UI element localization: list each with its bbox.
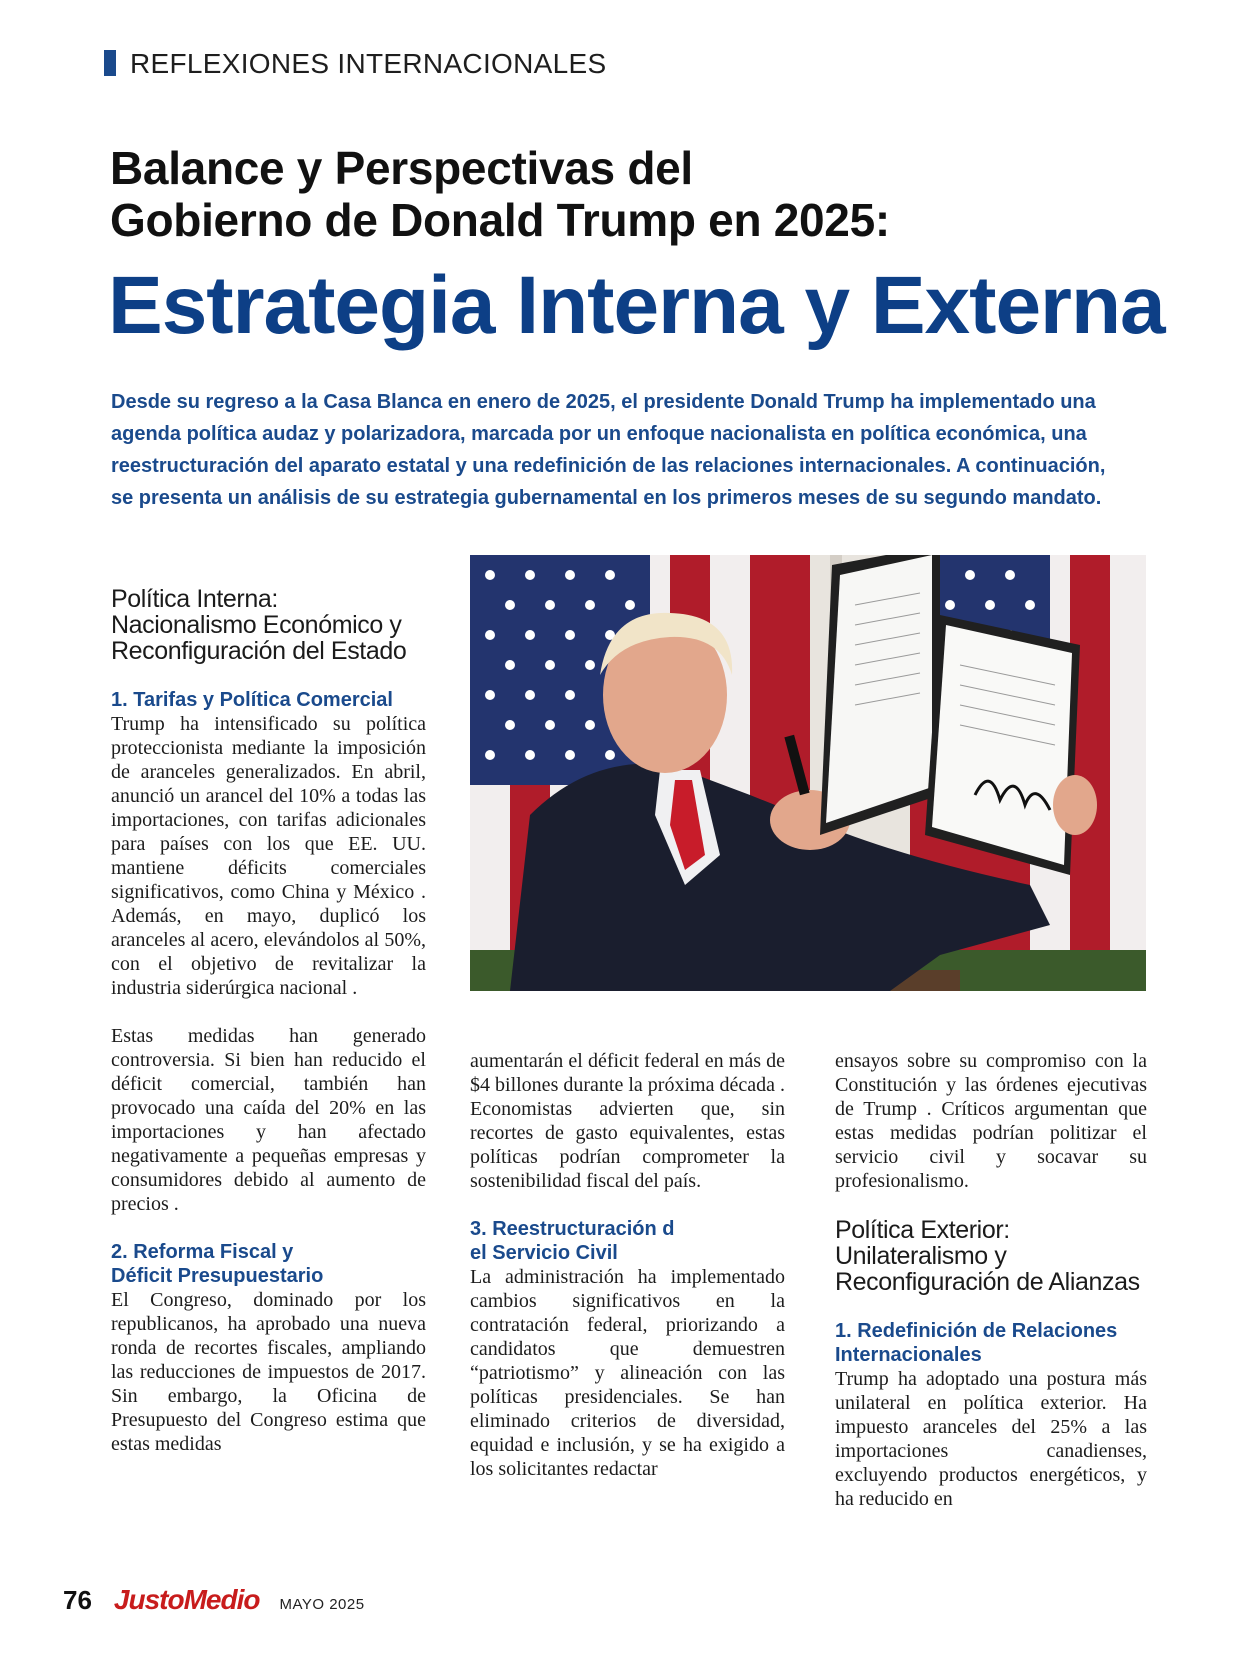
heading-line: Reconfiguración del Estado: [111, 637, 407, 665]
column-2: [470, 1049, 785, 1481]
subheading-fiscal-reform: [111, 1240, 426, 1288]
section-marker: [104, 50, 116, 76]
column-1: [111, 586, 426, 1456]
paragraph: Estas medidas han generado controversia. Si bien han reducido el déficit comercial, también han provocado una caída del 20% en las importaciones y han afectado negativamente a pequeñas empresas y consumidores debido al aumento de precios .: [111, 1025, 426, 1215]
title-line-1: Balance y Perspectivas del: [110, 142, 693, 194]
paragraph: El Congreso, dominado por los republicanos, ha aprobado una nueva ronda de recortes fiscales, ampliando las reducciones de impuestos de 2017. Sin embargo, la Oficina de Presupuesto del Congreso estima que estas medidas: [111, 1289, 426, 1455]
heading-line: Unilateralismo y: [835, 1242, 1007, 1270]
paragraph: Trump ha intensificado su política proteccionista mediante la imposición de aranceles generalizados. En abril, anunció un arancel del 10% a todas las importaciones, con tarifas adicionales para países con los que EE. UU. mantiene déficits comerciales significativos, como China y México . Además, en mayo, duplicó los aranceles al acero, elevándolos al 50%, con el objetivo de revitalizar la industria siderúrgica nacional .: [111, 713, 426, 999]
subheading-international-relations: [835, 1319, 1147, 1367]
heading-line: Política Exterior:: [835, 1216, 1010, 1244]
internal-policy-heading: [111, 586, 426, 664]
subheading-line: 3. Reestructuración d: [470, 1218, 675, 1240]
magazine-logo: JustoMedio: [113, 1584, 260, 1615]
subheading-line: Déficit Presupuestario: [111, 1265, 324, 1287]
page-footer: [63, 1584, 365, 1624]
paragraph: La administración ha implementado cambios significativos en la contratación federal, priorizando a candidatos que demuestren “patriotismo” y alineación con las políticas presidenciales. Se han eliminado criterios de diversidad, equidad e inclusión, y se ha exigido a los solicitantes redactar: [470, 1266, 785, 1480]
issue-date: MAYO 2025: [279, 1596, 365, 1613]
subheading-line: el Servicio Civil: [470, 1242, 618, 1264]
subheading-line: 1. Redefinición de Relaciones: [835, 1320, 1118, 1342]
subheading-line: Internacionales: [835, 1344, 982, 1366]
subheading-line: 2. Reforma Fiscal y: [111, 1241, 294, 1263]
section-title: REFLEXIONES INTERNACIONALES: [130, 48, 607, 79]
paragraph: Trump ha adoptado una postura más unilateral en política exterior. Ha impuesto aranceles del 25% a las importaciones canadienses, excluyendo productos energéticos, y ha reducido en: [835, 1368, 1147, 1510]
article-photo: [470, 555, 1146, 991]
column-3: [835, 1049, 1147, 1511]
foreign-policy-heading: [835, 1217, 1147, 1295]
title-line-2: Gobierno de Donald Trump en 2025:: [110, 194, 890, 246]
article-headline: Estrategia Interna y Externa: [108, 260, 1165, 351]
lead-paragraph: Desde su regreso a la Casa Blanca en enero de 2025, el presidente Donald Trump ha implementado una agenda política audaz y polarizadora, marcada por un enfoque nacionalista en política económica, una reestructuración del aparato estatal y una redefinición de las relaciones internacionales. A continuación, se presenta un análisis de su estrategia gubernamental en los primeros meses de su segundo mandato.: [111, 391, 1106, 509]
heading-line: Política Interna:: [111, 585, 278, 613]
heading-line: Reconfiguración de Alianzas: [835, 1268, 1140, 1296]
article-title: [110, 142, 1110, 246]
heading-line: Nacionalismo Económico y: [111, 611, 402, 639]
page-number: 76: [63, 1585, 92, 1615]
subheading-tariffs: 1. Tarifas y Política Comercial: [111, 689, 393, 711]
subheading-civil-service: [470, 1217, 785, 1265]
paragraph: ensayos sobre su compromiso con la Constitución y las órdenes ejecutivas de Trump . Críticos argumentan que estas medidas podrían politizar el servicio civil y socavar su profesionalismo.: [835, 1050, 1147, 1192]
paragraph: aumentarán el déficit federal en más de $4 billones durante la próxima década . Economistas advierten que, sin recortes de gasto equivalentes, estas políticas podrían comprometer la sostenibilidad fiscal del país.: [470, 1050, 785, 1192]
